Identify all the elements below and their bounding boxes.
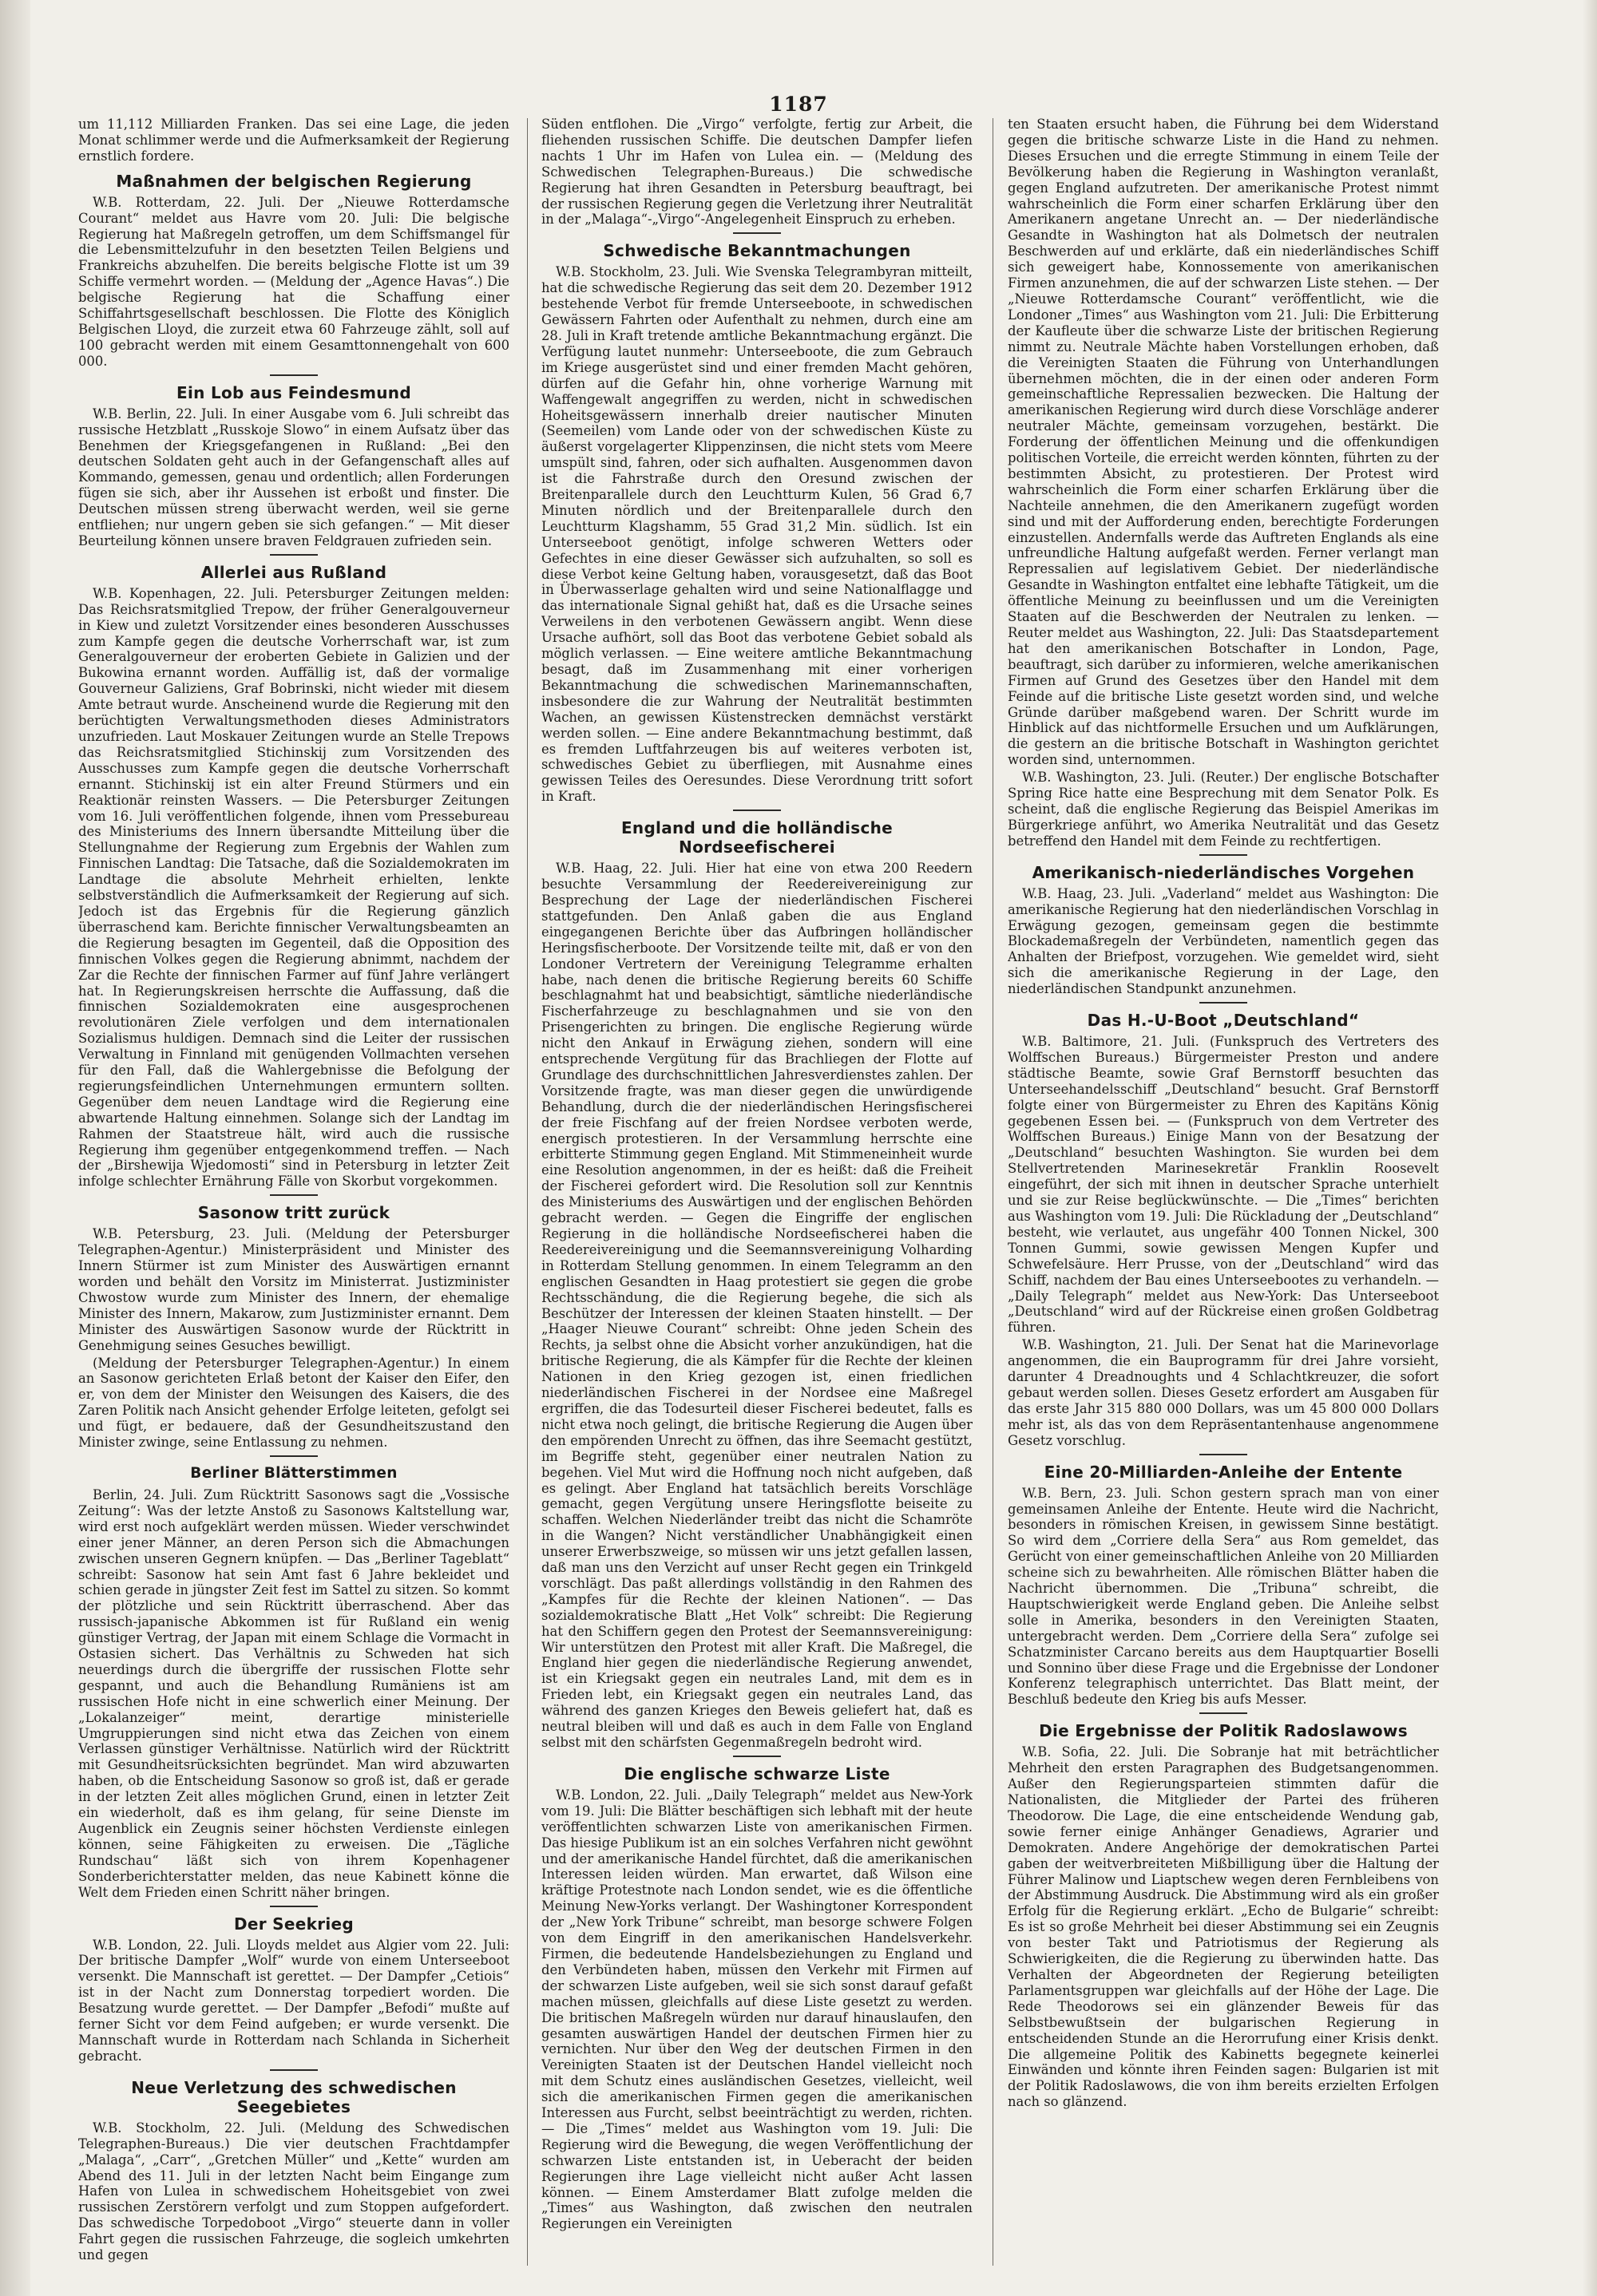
article-headline: Die englische schwarze Liste (624, 1764, 890, 1783)
section-separator (270, 1455, 318, 1457)
page-binding-edge (0, 0, 30, 2296)
section-separator (270, 2069, 318, 2071)
column-3 (1008, 117, 1439, 2272)
article-paragraph: W.B. Washington, 23. Juli. (Reuter.) Der englische Botschafter Spring Rice hatte eine Besprechung mit dem Senator Polk. Es scheint, daß die englische Regierung das Beispiel Amerikas im Bürgerkriege anführt, wo Amerika Neutralität und das Gesetz betreffend den Handel mit dem Feinde zu rechtfertigen. (1008, 770, 1439, 849)
page-right-edge (1583, 0, 1597, 2296)
article-paragraph: um 11,112 Milliarden Franken. Das sei eine Lage, die jeden Monat schlimmer werde und die Aufmerksamkeit der Regierung ernstlich fordere. (78, 117, 509, 164)
article-paragraph: W.B. Haag, 23. Juli. „Vaderland“ meldet aus Washington: Die amerikanische Regierung hat den niederländischen Vorschlag in Erwägung gezogen, gemeinsam gegen die bestimmte Blockademaßregeln der Verbündeten, namentlich gegen das Anhalten der Briefpost, vorzugehen. Wie gemeldet wird, sieht sich die amerikanische Regierung in der Lage, den niederländischen Standpunkt anzunehmen. (1008, 885, 1439, 997)
article-paragraph: ten Staaten ersucht haben, die Führung bei dem Widerstand gegen die britische schwarze Liste in die Hand zu nehmen. Dieses Ersuchen und die erregte Stimmung in einem Teile der Bevölkerung haben die Regierung in Washington veranlaßt, gegen England aufzutreten. Der amerikanische Protest nimmt wahrscheinlich die Form einer scharfen Erklärung über den Amerikanern angetane Unrecht an. — Der niederländische Gesandte in Washington hat als Dolmetsch der neutralen Beschwerden auf und erklärte, daß ein niederländisches Schiff sich geweigert habe, Konnossemente von amerikanischen Firmen anzunehmen, die auf der schwarzen Liste stehen. — Der „Nieuwe Rotterdamsche Courant“ veröffentlicht, wie die Londoner „Times“ aus Washington vom 21. Juli: Die Erbitterung der Kaufleute über die schwarze Liste der britischen Regierung nimmt zu. Neutrale Mächte haben Vorstellungen erhoben, daß die Vereinigten Staaten die Führung von Unterhandlungen übernehmen möchten, die in der einen oder anderen Form gemeinschaftliche Repressalien bezwecken. Die Haltung der amerikanischen Regierung wird durch diese Vorschläge anderer neutraler Mächte, gemeinsam vorzugehen, bestärkt. Die Forderung der öffentlichen Meinung und die offenkundigen politischen Vorteile, die erreicht werden könnten, führten zu der bestimmten Absicht, zu protestieren. Der Protest wird wahrscheinlich die Form einer scharfen Erklärung über die Nachteile annehmen, die den Amerikanern zugefügt worden sind und mit der Aufforderung enden, berechtigte Forderungen einzustellen. Andernfalls werde das Auftreten Englands als eine unfreundliche Haltung aufgefaßt werden. Ferner verlangt man Repressalien auf legislativem Gebiet. Der niederländische Gesandte in Washington entfaltet eine lebhafte Tätigkeit, um die öffentliche Meinung zu beeinflussen und um die Vereinigten Staaten auf die Beschwerden der Neutralen zu lenken. — Reuter meldet aus Washington, 22. Juli: Das Staatsdepartement hat den amerikanischen Botschafter in London, Page, beauftragt, sich darüber zu informieren, welche amerikanischen Firmen auf Grund des Gesetzes über den Handel mit dem Feinde auf die britische Liste gesetzt worden sind, und welche Gründe darüber maßgebend waren. Der Schritt wurde im Hinblick auf das nichtformelle Ersuchen und um Aufklärungen, die gestern an die britische Botschaft in Washington gerichtet worden sind, unternommen. (1008, 117, 1439, 768)
article-paragraph: W.B. Bern, 23. Juli. Schon gestern sprach man von einer gemeinsamen Anleihe der Entente. Heute wird die Nachricht, besonders in römischen Kreisen, in gewissem Sinne bestätigt. So wird dem „Corriere della Sera“ aus Rom gemeldet, das Gerücht von einer gemeinschaftlichen Anleihe von 20 Milliarden scheine sich zu bewahrheiten. Alle römischen Blätter haben die Nachricht übernommen. Die „Tribuna“ schreibt, die Hauptschwierigkeit werde England geben. Die Anleihe selbst solle in Amerika, besonders in den Vereinigten Staaten, untergebracht werden. Dem „Corriere della Sera“ zufolge sei Schatzminister Carcano bereits aus dem Hauptquartier Boselli und Sonnino über diese Frage und die Ergebnisse der Londoner Konferenz telegraphisch unterrichtet. Das Blatt meint, der Beschluß bedeute den Krieg bis aufs Messer. (1008, 1485, 1439, 1708)
column-divider (527, 118, 528, 2266)
section-separator (270, 374, 318, 376)
article-headline: Amerikanisch-niederländisches Vorgehen (1032, 862, 1415, 882)
article-headline: Berliner Blätterstimmen (190, 1464, 398, 1482)
article-headline: Die Ergebnisse der Politik Radoslawows (1039, 1721, 1408, 1741)
article-headline: Ein Lob aus Feindesmund (176, 382, 411, 402)
article-paragraph: W.B. Stockholm, 23. Juli. Wie Svenska Telegrambyran mitteilt, hat die schwedische Regierung das seit dem 20. Dezember 1912 bestehende Verbot für fremde Unterseeboote, in schwedischen Gewässern Fahrten oder Aufenthalt zu nehmen, durch eine am 28. Juli in Kraft tretende amtliche Bekanntmachung ergänzt. Die Verfügung lautet nunmehr: Unterseeboote, die zum Gebrauch im Kriege ausgerüstet sind und einer fremden Macht gehören, dürfen auf die Gefahr hin, ohne vorherige Warnung mit Waffengewalt angegriffen zu werden, nicht in schwedischen Hoheitsgewässern innerhalb dreier nautischer Minuten (Seemeilen) vom Lande oder von der schwedischen Küste zu äußerst vorgelagerter Klippenzinsen, die nicht stets vom Meere umspült sind, fahren, oder sich aufhalten. Ausgenommen davon ist die Fahrstraße durch den Oresund zwischen der Breitenparallele durch den Leuchtturm Kulen, 56 Grad 6,7 Minuten nördlich und der Breitenparallele durch den Leuchtturm Klagshamm, 55 Grad 31,2 Min. südlich. Ist ein Unterseeboot genötigt, infolge schweren Wetters oder Gefechtes in eine dieser Gewässer sich aufzuhalten, so soll es diese Verbot keine Geltung haben, vorausgesetzt, daß das Boot in Überwasserlage gehalten wird und seine Nationalflagge und das internationale Signal gehißt hat, daß es die Ursache seines Verweilens in den verbotenen Gewässern angibt. Wenn diese Ursache aufhört, soll das Boot das verbotene Gebiet sobald als möglich verlassen. — Eine weitere amtliche Bekanntmachung besagt, daß im Zusammenhang mit einer vorherigen Bekanntmachung die schwedischen Marinemannschaften, insbesondere die zur Wahrung der Neutralität bestimmten Wachen, an gewissen Küstenstrecken demnächst verstärkt werden sollen. — Eine andere Bekanntmachung bestimmt, daß es fremden Luftfahrzeugen bis auf weiteres verboten ist, schwedisches Gebiet zu überfliegen, mit Ausnahme eines gewissen Teiles des Oeresundes. Diese Verordnung tritt sofort in Kraft. (541, 264, 973, 805)
section-separator (733, 232, 781, 234)
article-headline: Der Seekrieg (233, 1914, 355, 1934)
section-separator (1199, 1454, 1247, 1455)
article-paragraph: W.B. Stockholm, 22. Juli. (Meldung des Schwedischen Telegraphen-Bureaus.) Die vier deutschen Frachtdampfer „Malaga“, „Carr“, „Gretchen Müller“ und „Kette“ wurden am Abend des 11. Juli in der letzten Nacht beim Eingange zum Hafen von Lulea in schwedischem Hoheitsgebiet von zwei russischen Zerstörern verfolgt und zum Stoppen aufgefordert. Das schwedische Torpedoboot „Virgo“ steuerte dann in voller Fahrt gegen die russischen Fahrzeuge, die sogleich umkehrten und gegen (78, 2120, 509, 2263)
article-paragraph: W.B. Washington, 21. Juli. Der Senat hat die Marinevorlage angenommen, die ein Bauprogramm für drei Jahre vorsieht, darunter 4 Dreadnoughts und 4 Schlachtkreuzer, die sofort gebaut werden sollen. Dieses Gesetz erfordert am Ausgaben für das erste Jahr 315 880 000 Dollars, was um 45 800 000 Dollars mehr ist, als das von dem Repräsentantenhause angenommene Gesetz vorschlug. (1008, 1337, 1439, 1448)
section-separator (733, 1756, 781, 1757)
section-separator (1199, 1712, 1247, 1714)
article-paragraph: W.B. Kopenhagen, 22. Juli. Petersburger Zeitungen melden: Das Reichsratsmitglied Trepow, der früher Generalgouverneur in Kiew und zuletzt Vorsitzender eines besonderen Ausschusses zum Kampfe gegen die deutsche Vorherrschaft war, ist zum Generalgouverneur der eroberten Gebiete in Galizien und der Bukowina ernannt worden. Auffällig ist, daß der vormalige Gouverneur Galiziens, Graf Bobrinski, nicht wieder mit diesem Amte betraut wurde. Anscheinend wurde die Regierung mit den berüchtigten Verwaltungsmethoden dieses Administrators unzufrieden. Laut Moskauer Zeitungen wurde an Stelle Trepows das Reichsratsmitglied Stichinskij zum Vorsitzenden des Ausschusses zum Kampfe gegen die deutsche Vorherrschaft ernannt. Stichinskij ist ein alter Freund Stürmers und ein Reaktionär reinsten Wassers. — Die Petersburger Zeitungen vom 16. Juli veröffentlichen folgende, ihnen vom Pressebureau des Ministeriums des Innern übersandte Mitteilung über die Stellungnahme der Regierung zum Ergebnis der Wahlen zum Finnischen Landtag: Die Tatsache, daß die Sozialdemokraten im Landtage die absolute Mehrheit erhielten, lenkte selbstverständlich die Aufmerksamkeit der Regierung auf sich. Jedoch ist das Ergebnis für die Regierung gänzlich überraschend kam. Berichte finnischer Verwaltungsbeamten an die Regierung besagten im Gegenteil, daß die Opposition des finnischen Volkes gegen die Regierung abnimmt, nachdem der Zar die Rechte der finnischen Farmer auf fünf Jahre verlängert hat. In Regierungskreisen herrschte die Auffassung, daß die finnischen Sozialdemokraten eine ausgesprochenen revolutionären Ziele verfolgen und dem internationalen Sozialismus huldigen. Demnach sind die Leiter der russischen Verwaltung in Finnland mit genügenden Vollmachten versehen für den Fall, daß die Wahlergebnisse die Befolgung der regierungsfeindlichen Unternehmungen ermuntern sollten. Gegenüber dem neuen Landtage wird die Regierung eine abwartende Haltung einnehmen. Solange sich der Landtag im Rahmen der Staatstreue hält, wird auch die russische Regierung ihm gegenüber entgegenkommend treffen. — Nach der „Birshewija Wjedomosti“ sind in Petersburg in letzter Zeit infolge schlechter Ernährung Fälle von Skorbut vorgekommen. (78, 585, 509, 1190)
article-paragraph: W.B. Haag, 22. Juli. Hier hat eine von etwa 200 Reedern besuchte Versammlung der Reedereivereinigung zur Besprechung der Lage der niederländischen Fischerei stattgefunden. Den Anlaß gaben die aus England eingegangenen Berichte über das Aufbringen holländischer Heringsfischerboote. Der Vorsitzende teilte mit, daß er von den Londoner Vertretern der Vereinigung Telegramme erhalten habe, nach denen die britische Regierung bereits 60 Schiffe beschlagnahmt hat und beabsichtigt, sämtliche niederländische Fischerfahrzeuge zu beschlagnahmen und sie von den Prisengerichten zu bringen. Die englische Regierung würde nicht den Ankauf in Erwägung ziehen, sondern will eine entsprechende Vergütung für das Brachliegen der Flotte auf Grundlage des durchschnittlichen Jahresverdienstes zahlen. Der Vorsitzende fragte, was man dieser gegen die unwürdigende Behandlung, durch die der niederländischen Heringsfischerei der freie Fischfang auf der freien Nordsee verboten werde, energisch protestieren. In der Versammlung herrschte eine erbitterte Stimmung gegen England. Mit Stimmeneinheit wurde eine Resolution angenommen, in der es heißt: daß die Freiheit der Fischerei gefordert wird. Die Resolution soll zur Kenntnis des Ministeriums des Auswärtigen und der englischen Behörden gebracht werden. — Gegen die Eingriffe der englischen Regierung in die holländische Nordseefischerei haben die Reedereivereinigung und die Seemannsvereinigung Volharding in Rotterdam Stellung genommen. In einem Telegramm an den englischen Gesandten in Haag protestiert sie gegen die grobe Rechtsschändung, die die Regierung begehe, die sich als Beschützer der Interessen der kleinen Staaten hinstellt. — Der „Haager Nieuwe Courant“ schreibt: Ohne jeden Schein des Rechts, ja selbst ohne die Absicht vorher anzukündigen, hat die britische Regierung, die als Kämpfer für die Rechte der kleinen Nationen in den Krieg gezogen ist, einen friedlichen niederländischen Fischerei in der Nordsee eine Maßregel ergriffen, die das Todesurteil dieser Fischerei bedeutet, falls es nicht etwa noch gelingt, die britische Regierung die Augen über den empörenden Unrecht zu öffnen, das ihre Seemacht gestützt, im Begriffe steht, gegenüber einer neutralen Nation zu begehen. Viel Mut wird die Hoffnung noch nicht aufgeben, daß es gelingt. Aber England hat tatsächlich bereits Vorschläge gemacht, gegen Vergütung unsere Heringsflotte beiseite zu schaffen. Welchen Niederländer treibt das nicht die Schamröte in die Wangen? Nicht verständlicher Unabhängigkeit einen unserer Erwerbszweige, so müssen wir uns jetzt gefallen lassen, daß man uns den Verzicht auf unser Recht gegen ein Trinkgeld vorschlägt. Das paßt allerdings vollständig in den Rahmen des „Kampfes für die Rechte der kleinen Nationen“. — Das sozialdemokratische Blatt „Het Volk“ schreibt: Die Regierung hat den Schiffern gegen den Protest der Seemannsvereinigung: Wir unterstützen den Protest mit aller Kraft. Die Maßregel, die England hier gegen die niederländische Regierung anwendet, ist ein Kriegsakt gegen ein neutrales Land, mit dem es in Frieden lebt, ein Kriegsakt gegen ein neutrales Land, das während des ganzen Krieges den Beweis geliefert hat, daß es neutral bleiben will und daß es auch in dem Falle von England selbst mit den schärfsten Gegenmaßregeln bedroht wird. (541, 861, 973, 1750)
column-1 (78, 117, 509, 2272)
article-paragraph: W.B. Rotterdam, 22. Juli. Der „Nieuwe Rotterdamsche Courant“ meldet aus Havre vom 20. Juli: Die belgische Regierung hat Maßregeln getroffen, um dem Schiffsmangel für die Lebensmittelzufuhr in den besetzten Teilen Belgiens und Frankreichs abzuhelfen. Die bereits belgische Flotte ist um 39 Schiffe vermehrt worden. — (Meldung der „Agence Havas“.) Die belgische Regierung hat die Schaffung einer Schiffahrtsgesellschaft beschlossen. Die Flotte des Königlich Belgischen Lloyd, die zurzeit etwa 60 Fahrzeuge zählt, soll auf 100 gebracht werden mit einem Gesamttonnengehalt von 600 000. (78, 194, 509, 369)
column-2 (541, 117, 973, 2272)
article-paragraph: W.B. Berlin, 22. Juli. In einer Ausgabe vom 6. Juli schreibt das russische Hetzblatt „Russkoje Slowo“ in einem Aufsatz über das Benehmen der Kriegsgefangenen in Rußland: „Bei den deutschen Soldaten geht auch in der Gefangenschaft alles auf Kommando, gemessen, genau und ordentlich; allen Forderungen fügen sie sich, aber ihr Aussehen ist erboßt und finster. Die Deutschen müssen streng überwacht werden, weil sie gerne entfliehen; nur ungern geben sie sich gefangen.“ — Mit dieser Beurteilung können unsere braven Feldgrauen zufrieden sein. (78, 406, 509, 548)
article-headline: Allerlei aus Rußland (200, 562, 387, 582)
article-headline: Das H.-U-Boot „Deutschland“ (1087, 1011, 1360, 1031)
article-paragraph: W.B. London, 22. Juli. „Daily Telegraph“ meldet aus New-York vom 19. Juli: Die Blätter beschäftigen sich lebhaft mit der heute veröffentlichten schwarzen Liste von amerikanischen Firmen. Das hiesige Publikum ist an ein solches Verfahren nicht gewöhnt und der amerikanische Handel fürchtet, daß die amerikanischen Interessen leiden würden. Man erwartet, daß Wilson eine kräftige Protestnote nach London sendet, wie es die öffentliche Meinung New-Yorks verlangt. Der Washingtoner Korrespondent der „New York Tribune“ schreibt, man besorge schwere Folgen von dem Eingriff in den amerikanischen Handelsverkehr. Firmen, die bedeutende Handelsbeziehungen zu England und den Verbündeten haben, müssen den Verkehr mit Firmen auf der schwarzen Liste aufgeben, weil sie sich sonst darauf gefaßt machen müssen, gleichfalls auf diese Liste gesetzt zu werden. Die britischen Maßregeln würden nur darauf hinauslaufen, den gesamten auswärtigen Handel der deutschen Firmen hier zu vernichten. Nur über den Weg der deutschen Firmen in den Vereinigten Staaten ist der Deutschen Handel vielleicht noch mit dem Schutz eines ausländischen Gesetzes, vielleicht, weil sich die amerikanischen Firmen gegen die amerikanischen Interessen aus Furcht, selbst beeinträchtigt zu werden, richten. — Die „Times“ meldet aus Washington vom 19. Juli: Die Regierung wird die Bewegung, die wegen Veröffentlichung der schwarzen Liste entstanden ist, in Ueberacht der beiden Regierungen ihre Lage vielleicht nicht außer Acht lassen können. — Einem Amsterdamer Blatt zufolge melden die „Times“ aus Washington, daß zwischen den neutralen Regierungen ein Vereinigten (541, 1787, 973, 2232)
article-paragraph: W.B. London, 22. Juli. Lloyds meldet aus Algier vom 22. Juli: Der britische Dampfer „Wolf“ wurde von einem Unterseeboot versenkt. Die Mannschaft ist gerettet. — Der Dampfer „Cetiois“ ist in der Nacht zum Donnerstag torpediert worden. Die Besatzung wurde gerettet. — Der Dampfer „Befodi“ mußte auf ferner Sicht vor dem Feind aufgeben; er wurde versenkt. Die Mannschaft wurde in Rotterdam nach Schlanda in Sicherheit gebracht. (78, 1937, 509, 2064)
article-paragraph: Süden entflohen. Die „Virgo“ verfolgte, fertig zur Arbeit, die fliehenden russischen Schiffe. Die deutschen Dampfer liefen nachts 1 Uhr im Hafen von Lulea ein. — (Meldung des Schwedischen Telegraphen-Bureaus.) Die schwedische Regierung hat ihren Gesandten in Petersburg beauftragt, bei der russischen Regierung gegen die Verletzung ihrer Neutralität in der „Malaga“-„Virgo“-Angelegenheit Einspruch zu erheben. (541, 117, 973, 228)
page-number: 1187 (769, 93, 828, 116)
article-headline: England und die holländische Nordseefischerei (620, 818, 894, 857)
article-headline: Schwedische Bekanntmachungen (603, 241, 911, 261)
section-separator (1199, 1002, 1247, 1004)
article-headline: Sasonow tritt zurück (197, 1203, 390, 1223)
section-separator (270, 554, 318, 556)
article-headline: Neue Verletzung des schwedischen Seegebietes (131, 2077, 457, 2116)
article-paragraph: (Meldung der Petersburger Telegraphen-Agentur.) In einem an Sasonow gerichteten Erlaß betont der Kaiser den Eifer, den er, von dem der Minister den Weisungen des Kaisers, die des Zaren Politik nach Ansicht gehender Erfolge leiteten, gefolgt sei und fügt, er bedauere, daß der Gesundheitszustand den Minister zwinge, seine Entlassung zu nehmen. (78, 1355, 509, 1451)
article-paragraph: Berlin, 24. Juli. Zum Rücktritt Sasonows sagt die „Vossische Zeitung“: Was der letzte Anstoß zu Sasonows Kaltstellung war, wird erst noch aufgeklärt werden müssen. Wieder verschwindet einer jener Männer, an deren Person sich die Abmachungen zwischen unseren Gegnern knüpfen. — Das „Berliner Tageblatt“ schreibt: Sasonow hat sein Amt fast 6 Jahre bekleidet und schien gerade in jüngster Zeit fest im Sattel zu sitzen. So kommt der plötzliche und sein Rücktritt überraschend. Aber das russisch-japanische Abkommen ist für Rußland ein wenig günstiger Vertrag, der Japan mit einem Schlage die Vormacht in Ostasien sichert. Das Verhältnis zu Schweden hat sich neuerdings durch die übergriffe der russischen Flotte sehr gespannt, und auch die Behandlung Rumäniens ist am russischen Hofe nicht in eine schwerlich einer Meinung. Der „Lokalanzeiger“ meint, derartige ministerielle Umgruppierungen sind nicht etwa das Zeichen von einem Verlassen günstiger Verhältnisse. Natürlich wird der Rücktritt mit Gesundheitsrücksichten begründet. Man wird abzuwarten haben, ob die Entscheidung Sasonow so groß ist, daß er gerade in der letzten Zeit alles möglichen Grund, einen in letzter Zeit ein wiederholt, daß es ihm gelang, für seine Dienste im Augenblick ein Zeugnis seiner höchsten Verdienste einlegen können, seine Fähigkeiten zu erweisen. Die „Tägliche Rundschau“ läßt sich von ihrem Kopenhagener Sonderberichterstatter melden, das neue Kabinett könne die Welt dem Frieden einen Schritt näher bringen. (78, 1486, 509, 1900)
section-separator (733, 810, 781, 811)
article-paragraph: W.B. Petersburg, 23. Juli. (Meldung der Petersburger Telegraphen-Agentur.) Ministerpräsident und Minister des Innern Stürmer ist zum Minister des Auswärtigen ernannt worden und behält den Vorsitz im Ministerrat. Justizminister Chwostow wurde zum Minister des Innern, der ehemalige Minister des Innern, Makarow, zum Justizminister ernannt. Dem Minister des Auswärtigen Sasonow wurde der Rücktritt in Genehmigung seines Gesuches bewilligt. (78, 1226, 509, 1353)
section-separator (270, 1906, 318, 1907)
article-headline: Maßnahmen der belgischen Regierung (116, 171, 472, 191)
article-paragraph: W.B. Baltimore, 21. Juli. (Funkspruch des Vertreters des Wolffschen Bureaus.) Bürgermeister Preston und andere städtische Beamte, sowie Graf Bernstorff besuchten das Unterseehandelsschiff „Deutschland“ besucht. Graf Bernstorff folgte einer von Bürgermeister zu Ehren des Kapitäns König gegebenen Essen bei. — (Funkspruch von dem Vertreter des Wolffschen Bureaus.) Einige Mann von der Besatzung der „Deutschland“ besuchten Washington. Sie wurden bei dem Stellvertretenden Marinesekretär Franklin Roosevelt eingeführt, der sich mit ihnen in deutscher Sprache unterhielt und sie zur Reise beglückwünschte. — Die „Times“ berichten aus Washington vom 19. Juli: Die Rückladung der „Deutschland“ besteht, wie verlautet, aus ungefähr 400 Tonnen Nickel, 300 Tonnen Gummi, sowie gewissen Mengen Kupfer und Schwefelsäure. Herr Prusse, von der „Deutschland“ wird das Schiff, nachdem der Bau eines Unterseebootes zu verhandeln. — „Daily Telegraph“ meldet aus New-York: Das Unterseeboot „Deutschland“ wird auf der Rückreise einen großen Goldbetrag führen. (1008, 1034, 1439, 1336)
section-separator (1199, 854, 1247, 856)
article-paragraph: W.B. Sofia, 22. Juli. Die Sobranje hat mit beträchtlicher Mehrheit den ersten Paragraphen des Budgetsangenommen. Außer den Regierungsparteien stimmten dafür die Nationalisten, die Mitglieder der Partei des früheren Theodorow. Die Lage, die eine entscheidende Wendung gab, sowie ferner einige Anhänger Genadiews, Agrarier und Demokraten. Andere Angehörige der demokratischen Partei gaben der weitverbreiteten Mißbilligung über die Haltung der Führer Malinow und Liaptschew wegen deren Fernbleibens von der Abstimmung Ausdruck. Die Abstimmung wird als ein großer Erfolg für die Regierung erklärt. „Echo de Bulgarie“ schreibt: Es ist so große Mehrheit bei dieser Abstimmung sei ein Zeugnis von bester Takt und Patriotismus der Regierung als Schwierigkeiten, die die Regierung zu überwinden hatte. Das Verhalten der Abgeordneten der Regierung beteiligten Parlamentsgruppen war gleichfalls auf der Höhe der Lage. Die Rede Theodorows sei ein glänzender Beweis für das Selbstbewußtsein der bulgarischen Regierung in entscheidenden Stunde an die Herorrufung einer Krisis denkt. Die allgemeine Politik des Kabinetts begegnete keinerlei Einwänden und könnte ihren Feinden sagen: Bulgarien ist mit der Politik Radoslawows, die von ihm bereits erzielten Erfolgen nach so glänzend. (1008, 1744, 1439, 2110)
article-headline: Eine 20-Milliarden-Anleihe der Entente (1044, 1462, 1403, 1482)
section-separator (270, 1194, 318, 1196)
